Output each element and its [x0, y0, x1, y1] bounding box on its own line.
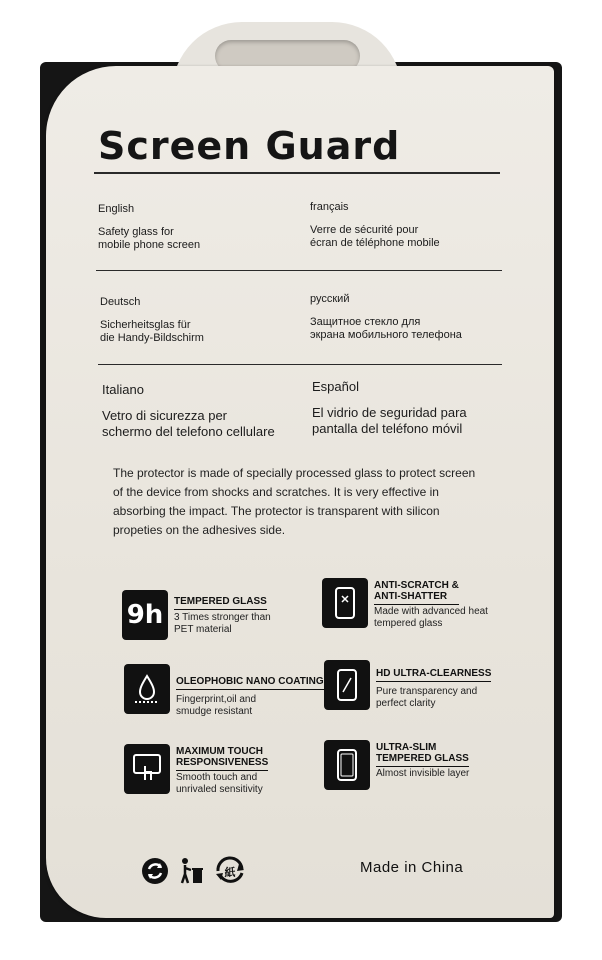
feature-ultra-slim	[324, 740, 564, 800]
bottom-icons	[140, 856, 248, 886]
feature-desc: Almost invisible layer	[376, 768, 470, 779]
lang-text-spanish: El vidrio de seguridad para pantalla del teléfono móvil	[312, 405, 467, 436]
product-description: The protector is made of specially processed glass to protect screen of the device from shocks and scratches. It is very effective in absorbing the impact. The protector is transparent with silicon propeties on the adhesives side.	[113, 466, 476, 537]
svg-text:紙: 紙	[224, 866, 236, 879]
trash-bin-person-icon	[178, 856, 204, 886]
lang-name-german: Deutsch	[100, 296, 141, 308]
feature-desc: Pure transparency and perfect clarity	[376, 686, 478, 709]
feature-title: HD ULTRA-CLEARNESS	[376, 668, 491, 682]
9h-icon-label: 9h	[126, 600, 164, 630]
feature-title: TEMPERED GLASS	[174, 596, 267, 610]
product-title: Screen Guard	[98, 124, 401, 168]
paper-recycle-icon	[212, 856, 248, 886]
anti-scratch-phone-icon	[322, 578, 368, 628]
lang-divider-2	[98, 364, 502, 365]
9h-icon	[122, 590, 168, 640]
lang-name-french: français	[310, 201, 349, 213]
ultra-slim-glass-icon	[324, 740, 370, 790]
lang-text-english: Safety glass for mobile phone screen	[98, 226, 201, 251]
feature-desc: Smooth touch and unrivaled sensitivity	[176, 772, 263, 795]
feature-desc: Made with advanced heat tempered glass	[374, 606, 488, 629]
feature-hd-clearness	[324, 660, 564, 720]
feature-anti-scratch	[322, 578, 562, 638]
lang-text-italian: Vetro di sicurezza per schermo del telefono cellulare	[102, 408, 275, 439]
lang-text-french: Verre de sécurité pour écran de téléphone mobile	[310, 224, 440, 249]
feature-title: ULTRA-SLIM TEMPERED GLASS	[376, 742, 469, 767]
lang-name-english: English	[98, 203, 135, 215]
lang-name-russian: русский	[310, 293, 350, 305]
feature-title: ANTI-SCRATCH & ANTI-SHATTER	[374, 580, 459, 605]
made-in-label: Made in China	[360, 859, 464, 876]
lang-name-italian: Italiano	[102, 382, 144, 397]
lang-divider-1	[96, 270, 502, 271]
feature-desc: Fingerprint,oil and smudge resistant	[176, 694, 257, 717]
feature-title: OLEOPHOBIC NANO COATING	[176, 676, 324, 690]
water-drop-icon	[124, 664, 170, 714]
hd-phone-icon	[324, 660, 370, 710]
lang-text-german: Sicherheitsglas für die Handy-Bildschirm	[100, 319, 204, 344]
lang-name-spanish: Español	[312, 379, 359, 394]
lang-text-russian: Защитное стекло для экрана мобильного телефона	[310, 316, 462, 341]
recycle-icon	[140, 856, 170, 886]
feature-title: MAXIMUM TOUCH RESPONSIVENESS	[176, 746, 268, 771]
title-divider	[94, 172, 500, 174]
touch-screen-icon	[124, 744, 170, 794]
feature-desc: 3 Times stronger than PET material	[174, 612, 271, 635]
